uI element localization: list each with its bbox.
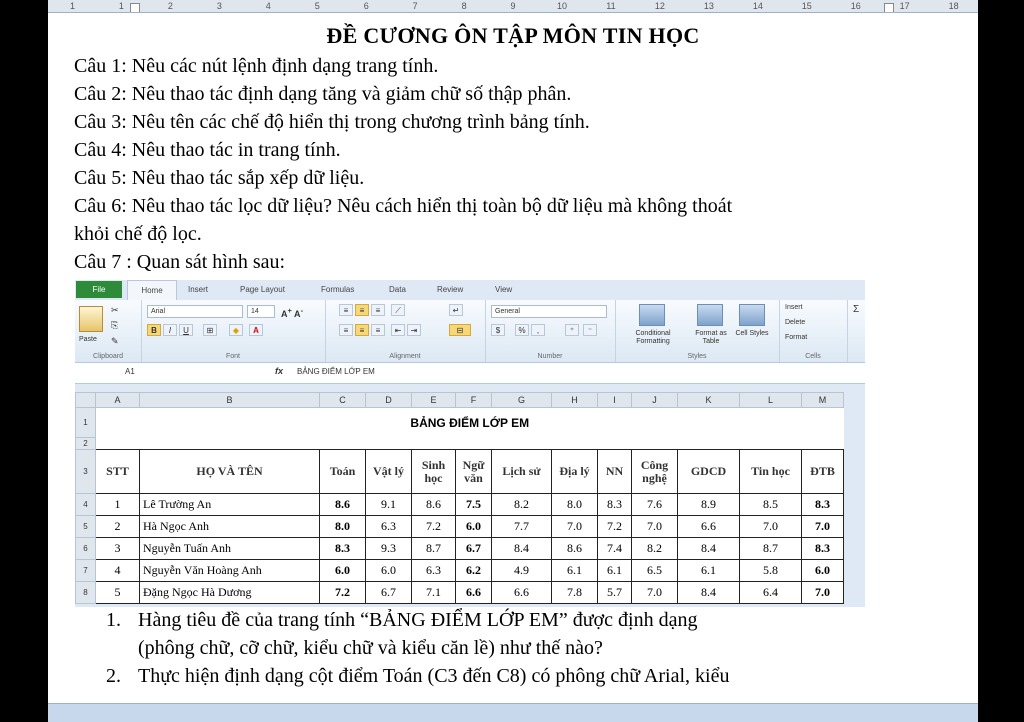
- header-tinhoc[interactable]: Tin học: [740, 450, 802, 494]
- insert-cells-button[interactable]: Insert: [785, 304, 803, 311]
- cell-styles-icon[interactable]: [739, 304, 765, 326]
- column-header-j[interactable]: J: [632, 393, 678, 408]
- score-cell[interactable]: 7.6: [632, 494, 678, 516]
- score-cell[interactable]: 6.6: [492, 582, 552, 604]
- number-group: [485, 300, 616, 362]
- percent-icon[interactable]: %: [515, 324, 529, 336]
- student-name-cell[interactable]: Hà Ngọc Anh: [140, 516, 320, 538]
- score-cell[interactable]: 8.4: [678, 538, 740, 560]
- align-bottom-icon[interactable]: ≡: [371, 304, 385, 316]
- column-header-l[interactable]: L: [740, 393, 802, 408]
- score-cell[interactable]: 8.4: [678, 582, 740, 604]
- score-cell[interactable]: 8.6: [320, 494, 366, 516]
- score-cell[interactable]: 7.8: [552, 582, 598, 604]
- header-congnghe[interactable]: Công nghệ: [632, 450, 678, 494]
- student-name-cell[interactable]: Nguyễn Văn Hoàng Anh: [140, 560, 320, 582]
- score-cell[interactable]: 8.0: [320, 516, 366, 538]
- stt-cell[interactable]: 2: [96, 516, 140, 538]
- score-cell[interactable]: 7.2: [598, 516, 632, 538]
- score-cell[interactable]: 7.0: [802, 582, 844, 604]
- copy-icon[interactable]: ⎘: [111, 320, 119, 330]
- merge-center-icon[interactable]: ⊟: [449, 324, 471, 336]
- ruler-tick: 11: [606, 1, 616, 11]
- document-page[interactable]: [48, 13, 978, 703]
- tab-page-layout[interactable]: Page Layout: [240, 285, 285, 294]
- subquestion-2-line-1: Thực hiện định dạng cột điểm Toán (C3 đến C8) có phông chữ Arial, kiểu: [138, 665, 730, 687]
- header-toan[interactable]: Toán: [320, 450, 366, 494]
- table-row: [76, 560, 844, 582]
- stt-cell[interactable]: 1: [96, 494, 140, 516]
- header-lichsu[interactable]: Lịch sử: [492, 450, 552, 494]
- score-cell[interactable]: 8.7: [412, 538, 456, 560]
- question-2: Câu 2: Nêu thao tác định dạng tăng và giảm chữ số thập phân.: [74, 83, 572, 105]
- font-color-button[interactable]: A: [249, 324, 263, 336]
- score-cell[interactable]: 8.0: [552, 494, 598, 516]
- score-cell[interactable]: 6.0: [366, 560, 412, 582]
- cells-group: [779, 300, 848, 362]
- name-box[interactable]: A1: [125, 367, 135, 376]
- score-cell[interactable]: 8.9: [678, 494, 740, 516]
- ruler-tick: 3: [216, 1, 222, 11]
- fill-color-button[interactable]: ◆: [229, 324, 243, 336]
- bold-button[interactable]: B: [147, 324, 161, 336]
- score-cell[interactable]: 7.2: [320, 582, 366, 604]
- score-cell[interactable]: 8.2: [492, 494, 552, 516]
- header-sinhhoc[interactable]: Sinh học: [412, 450, 456, 494]
- score-cell[interactable]: 6.3: [412, 560, 456, 582]
- column-header-h[interactable]: H: [552, 393, 598, 408]
- question-5: Câu 5: Nêu thao tác sắp xếp dữ liệu.: [74, 167, 365, 189]
- align-top-icon[interactable]: ≡: [339, 304, 353, 316]
- score-cell[interactable]: 6.3: [366, 516, 412, 538]
- score-cell[interactable]: 7.0: [552, 516, 598, 538]
- column-header-f[interactable]: F: [456, 393, 492, 408]
- ruler-tick: 13: [703, 1, 714, 11]
- score-cell[interactable]: 5.7: [598, 582, 632, 604]
- column-header-e[interactable]: E: [412, 393, 456, 408]
- score-cell[interactable]: 6.7: [366, 582, 412, 604]
- ruler-tick: 17: [899, 1, 910, 11]
- format-as-table-icon[interactable]: [697, 304, 723, 326]
- tab-formulas[interactable]: Formulas: [321, 285, 355, 294]
- student-name-cell[interactable]: Đặng Ngọc Hà Dương: [140, 582, 320, 604]
- ruler-tick: 1: [69, 1, 75, 11]
- number-label: Number: [537, 353, 563, 360]
- subquestion-2-number: 2.: [106, 665, 121, 687]
- row-header-3[interactable]: 3: [76, 450, 96, 494]
- score-cell[interactable]: 6.6: [678, 516, 740, 538]
- conditional-formatting-icon[interactable]: [639, 304, 665, 326]
- score-cell[interactable]: 8.5: [740, 494, 802, 516]
- table-row: [76, 494, 844, 516]
- score-cell[interactable]: 9.3: [366, 538, 412, 560]
- align-center-icon[interactable]: ≡: [355, 324, 369, 336]
- column-header-m[interactable]: M: [802, 393, 844, 408]
- sheet-title-cell[interactable]: BẢNG ĐIỂM LỚP EM: [96, 408, 844, 438]
- question-6: Câu 6: Nêu thao tác lọc dữ liệu? Nêu cách hiển thị toàn bộ dữ liệu mà không thoát: [74, 195, 733, 217]
- grow-font-icon[interactable]: A+ A-: [281, 306, 304, 319]
- question-6-continued: khỏi chế độ lọc.: [74, 223, 202, 245]
- tab-insert[interactable]: Insert: [188, 285, 209, 294]
- alignment-label: Alignment: [389, 353, 421, 360]
- question-4: Câu 4: Nêu thao tác in trang tính.: [74, 139, 341, 161]
- subquestion-1-line-2: (phông chữ, cỡ chữ, kiểu chữ và kiểu căn lề) như thế nào?: [138, 637, 603, 659]
- paste-icon[interactable]: [79, 306, 103, 332]
- score-cell[interactable]: 8.6: [552, 538, 598, 560]
- font-label: Font: [225, 353, 240, 360]
- score-cell[interactable]: 4.9: [492, 560, 552, 582]
- question-1: Câu 1: Nêu các nút lệnh định dạng trang tính.: [74, 55, 439, 77]
- ribbon-tabs: [75, 280, 865, 301]
- excel-screenshot: [75, 280, 865, 607]
- score-cell[interactable]: 7.0: [802, 516, 844, 538]
- comma-icon[interactable]: ,: [531, 324, 545, 336]
- increase-decimal-icon[interactable]: ⁺: [565, 324, 579, 336]
- cell-styles-button[interactable]: Cell Styles: [735, 330, 769, 337]
- status-bar: [48, 703, 978, 722]
- align-right-icon[interactable]: ≡: [371, 324, 385, 336]
- score-cell[interactable]: 8.3: [598, 494, 632, 516]
- ruler-tick: 10: [557, 1, 568, 11]
- row-header[interactable]: 8: [76, 582, 96, 604]
- score-cell[interactable]: 6.2: [456, 560, 492, 582]
- score-cell[interactable]: 6.1: [552, 560, 598, 582]
- blank-row[interactable]: [96, 438, 844, 450]
- score-cell[interactable]: 8.3: [320, 538, 366, 560]
- font-size-box[interactable]: 14: [247, 305, 275, 318]
- stt-cell[interactable]: 4: [96, 560, 140, 582]
- format-as-table-button[interactable]: Format as Table: [695, 330, 727, 345]
- score-cell[interactable]: 6.0: [802, 560, 844, 582]
- header-name[interactable]: HỌ VÀ TÊN: [140, 450, 320, 494]
- right-indent-marker[interactable]: [884, 3, 894, 13]
- font-group: [141, 300, 326, 362]
- score-cell[interactable]: 9.1: [366, 494, 412, 516]
- score-cell[interactable]: 8.4: [492, 538, 552, 560]
- ruler-tick: 9: [510, 1, 516, 11]
- ruler-tick: 8: [461, 1, 467, 11]
- paste-button[interactable]: Paste: [79, 336, 97, 343]
- header-dtb[interactable]: ĐTB: [802, 450, 844, 494]
- tab-view[interactable]: View: [495, 285, 513, 294]
- number-format-box[interactable]: General: [491, 305, 607, 318]
- score-cell[interactable]: 6.7: [456, 538, 492, 560]
- table-row: [76, 516, 844, 538]
- orientation-icon[interactable]: ⟋: [391, 304, 405, 316]
- score-cell[interactable]: 8.3: [802, 494, 844, 516]
- score-cell[interactable]: 8.2: [632, 538, 678, 560]
- wrap-text-icon[interactable]: ↵: [449, 304, 463, 316]
- column-header-k[interactable]: K: [678, 393, 740, 408]
- table-row: [76, 582, 844, 604]
- decrease-indent-icon[interactable]: ⇤: [391, 324, 405, 336]
- ruler-tick: 12: [654, 1, 665, 11]
- align-middle-icon[interactable]: ≡: [355, 304, 369, 316]
- borders-button[interactable]: ⊞: [203, 324, 217, 336]
- column-header-c[interactable]: C: [320, 393, 366, 408]
- format-painter-icon[interactable]: ✎: [111, 336, 119, 346]
- student-name-cell[interactable]: Nguyễn Tuấn Anh: [140, 538, 320, 560]
- score-cell[interactable]: 5.8: [740, 560, 802, 582]
- row-header[interactable]: 6: [76, 538, 96, 560]
- accounting-icon[interactable]: $: [491, 324, 505, 336]
- delete-cells-button[interactable]: Delete: [785, 319, 806, 326]
- ruler-tick: 1: [118, 1, 124, 11]
- row-header[interactable]: 5: [76, 516, 96, 538]
- styles-group: [615, 300, 780, 362]
- score-cell[interactable]: 7.1: [412, 582, 456, 604]
- score-cell[interactable]: 7.2: [412, 516, 456, 538]
- ribbon-home: [75, 300, 865, 363]
- alignment-group: [325, 300, 486, 362]
- header-nguvan[interactable]: Ngữ văn: [456, 450, 492, 494]
- stt-cell[interactable]: 5: [96, 582, 140, 604]
- question-3: Câu 3: Nêu tên các chế độ hiển thị trong chương trình bảng tính.: [74, 111, 590, 133]
- formula-content[interactable]: BẢNG ĐIỂM LỚP EM: [297, 367, 375, 376]
- ruler-tick: 7: [412, 1, 418, 11]
- score-cell[interactable]: 6.4: [740, 582, 802, 604]
- tab-home[interactable]: Home: [127, 280, 177, 301]
- align-left-icon[interactable]: ≡: [339, 324, 353, 336]
- score-cell[interactable]: 6.1: [598, 560, 632, 582]
- ruler-tick: 14: [752, 1, 763, 11]
- underline-button[interactable]: U: [179, 324, 193, 336]
- student-name-cell[interactable]: Lê Trường An: [140, 494, 320, 516]
- font-name-box[interactable]: Arial: [147, 305, 243, 318]
- score-cell[interactable]: 8.6: [412, 494, 456, 516]
- score-cell[interactable]: 6.6: [456, 582, 492, 604]
- worksheet-table: [75, 392, 844, 604]
- cells-label: Cells: [805, 353, 821, 360]
- row-header[interactable]: 4: [76, 494, 96, 516]
- score-cell[interactable]: 7.0: [632, 582, 678, 604]
- worksheet-grid[interactable]: [75, 392, 863, 606]
- column-header-i[interactable]: I: [598, 393, 632, 408]
- column-header-b[interactable]: B: [140, 393, 320, 408]
- score-cell[interactable]: 6.5: [632, 560, 678, 582]
- score-cell[interactable]: 6.0: [456, 516, 492, 538]
- ruler-tick: 6: [363, 1, 369, 11]
- ruler-tick: 18: [948, 1, 959, 11]
- stt-cell[interactable]: 3: [96, 538, 140, 560]
- ruler-tick: 2: [167, 1, 173, 11]
- row-header-2[interactable]: 2: [76, 438, 96, 450]
- header-nn[interactable]: NN: [598, 450, 632, 494]
- table-row: [76, 538, 844, 560]
- subquestion-1-number: 1.: [106, 609, 121, 631]
- conditional-formatting-button[interactable]: Conditional Formatting: [635, 330, 671, 345]
- clipboard-label: Clipboard: [93, 353, 123, 360]
- header-dialy[interactable]: Địa lý: [552, 450, 598, 494]
- subquestion-1-line-1: Hàng tiêu đề của trang tính “BẢNG ĐIỂM LỚP EM” được định dạng: [138, 609, 698, 631]
- left-indent-marker[interactable]: [130, 3, 140, 13]
- horizontal-ruler[interactable]: [48, 0, 978, 13]
- score-cell[interactable]: 8.7: [740, 538, 802, 560]
- increase-indent-icon[interactable]: ⇥: [407, 324, 421, 336]
- question-7: Câu 7 : Quan sát hình sau:: [74, 251, 286, 273]
- column-header-a[interactable]: A: [96, 393, 140, 408]
- row-header-1[interactable]: 1: [76, 408, 96, 438]
- score-cell[interactable]: 6.1: [678, 560, 740, 582]
- ruler-tick: 5: [314, 1, 320, 11]
- row-header[interactable]: 7: [76, 560, 96, 582]
- tab-data[interactable]: Data: [389, 285, 406, 294]
- tab-review[interactable]: Review: [437, 285, 464, 294]
- document-title: ĐỀ CƯƠNG ÔN TẬP MÔN TIN HỌC: [326, 23, 700, 48]
- column-header-d[interactable]: D: [366, 393, 412, 408]
- clipboard-group: [75, 300, 142, 362]
- formula-bar: [75, 363, 865, 384]
- header-stt[interactable]: STT: [96, 450, 140, 494]
- fx-icon[interactable]: fx: [275, 366, 284, 376]
- ruler-tick: 16: [850, 1, 861, 11]
- score-cell[interactable]: 7.0: [632, 516, 678, 538]
- header-vatly[interactable]: Vật lý: [366, 450, 412, 494]
- header-gdcd[interactable]: GDCD: [678, 450, 740, 494]
- score-cell[interactable]: 6.0: [320, 560, 366, 582]
- score-cell[interactable]: 8.3: [802, 538, 844, 560]
- column-header-g[interactable]: G: [492, 393, 552, 408]
- autosum-icon[interactable]: Σ: [853, 304, 860, 315]
- styles-label: Styles: [687, 353, 707, 360]
- score-cell[interactable]: 7.0: [740, 516, 802, 538]
- format-cells-button[interactable]: Format: [785, 334, 808, 341]
- italic-button[interactable]: I: [163, 324, 177, 336]
- score-cell[interactable]: 7.7: [492, 516, 552, 538]
- decrease-decimal-icon[interactable]: ⁻: [583, 324, 597, 336]
- score-cell[interactable]: 7.4: [598, 538, 632, 560]
- select-all-corner[interactable]: [76, 393, 96, 408]
- score-cell[interactable]: 7.5: [456, 494, 492, 516]
- ruler-tick: 15: [801, 1, 812, 11]
- cut-icon[interactable]: ✂: [111, 305, 119, 315]
- tab-file[interactable]: File: [76, 281, 122, 298]
- ruler-tick: 4: [265, 1, 271, 11]
